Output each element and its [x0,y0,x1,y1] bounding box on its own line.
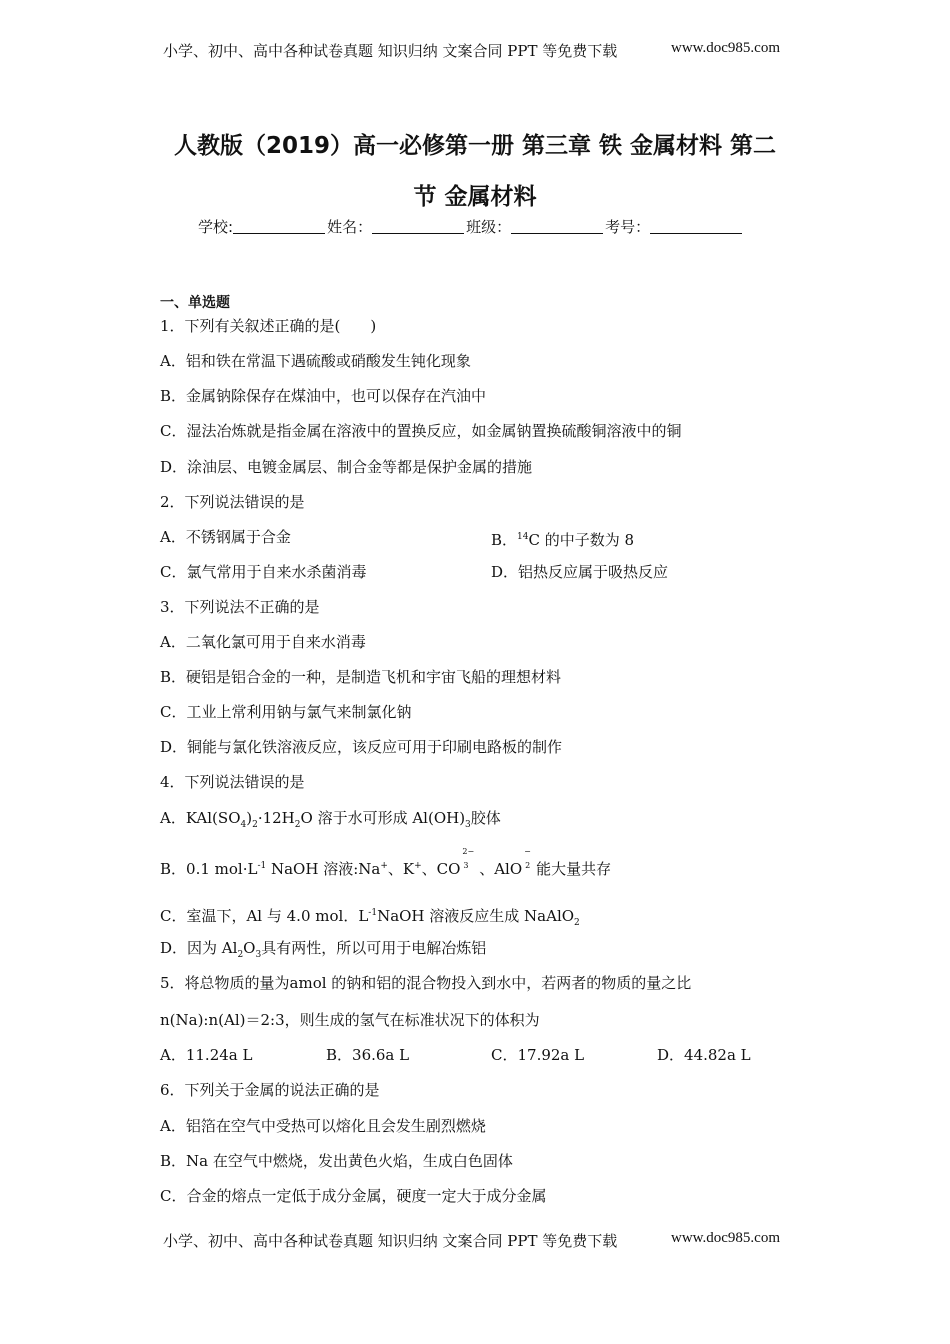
q4-option-c: C．室温下，Al 与 4.0 mol．$L^{-1}NaOH$ 溶液反应生成 NaAlO$_2$ [160,907,580,928]
q6-option-c: C．合金的熔点一定低于成分金属，硬度一定大于成分金属 [160,1187,547,1205]
doc-title-line2: 节 金属材料 [413,184,537,210]
q3-option-b: B．硬铝是铝合金的一种，是制造飞机和宇宙飞船的理想材料 [160,668,562,686]
q6-stem: 6．下列关于金属的说法正确的是 [160,1081,380,1099]
q1-option-c: C．湿法冶炼就是指金属在溶液中的置换反应，如金属钠置换硫酸铜溶液中的铜 [160,422,682,440]
q4-option-a: A．$KAl(SO_4)_2\cdot 12H_2O$ 溶于水可形成 $Al(OH)_3$胶体 [160,809,501,830]
q2-stem: 2．下列说法错误的是 [160,493,305,511]
q4-option-b: B．0.1 $mol\cdot L^{-1}$ NaOH 溶液:Na+、K+、CO 2− 3 、AlO − 2 能大量共存 [160,847,612,878]
header-text: 小学、初中、高中各种试卷真题 知识归纳 文案合同 PPT 等免费下载 [163,42,618,60]
student-info [198,216,744,237]
q1-option-b: B．金属钠除保存在煤油中，也可以保存在汽油中 [160,387,487,405]
q2-option-d: D．铝热反应属于吸热反应 [491,563,669,581]
q5-stem-line1: 5．将总物质的量为amol 的钠和铝的混合物投入到水中，若两者的物质的量之比 [160,974,692,992]
q2-option-c: C．氯气常用于自来水杀菌消毒 [160,563,367,581]
name-blank [372,219,464,234]
q6-option-b: B．Na 在空气中燃烧，发出黄色火焰，生成白色固体 [160,1152,513,1170]
school-blank [233,219,325,234]
footer-text: 小学、初中、高中各种试卷真题 知识归纳 文案合同 PPT 等免费下载 [163,1232,618,1250]
q1-option-a: A．铝和铁在常温下遇硫酸或硝酸发生钝化现象 [160,352,471,370]
footer-url: www.doc985.com [671,1230,781,1246]
carbonate-ion-charge: 2− 3 [462,847,475,870]
school-label: 学校: [198,218,234,236]
q5-option-d: D．44.82a L [657,1046,751,1064]
doc-title-line1: 人教版（2019）高一必修第一册 第三章 铁 金属材料 第二 [173,133,777,159]
q3-option-d: D．铜能与氯化铁溶液反应，该反应可用于印刷电路板的制作 [160,738,563,756]
class-blank [511,219,603,234]
q1-stem: 1．下列有关叙述正确的是( ) [160,317,377,335]
q5-option-b: B．36.6a L [326,1046,410,1064]
exam-no-label: 考号： [605,218,651,236]
aluminate-ion-charge: − 2 [524,847,531,870]
class-label: 班级： [466,218,512,236]
name-label: 姓名： [327,218,373,236]
section-heading: 一、单选题 [160,295,230,311]
q3-option-a: A．二氧化氯可用于自来水消毒 [160,633,366,651]
q2-option-b: B．$^{14}$C 的中子数为 8 [491,531,635,549]
q3-stem: 3．下列说法不正确的是 [160,598,320,616]
q5-option-c: C．17.92a L [491,1046,585,1064]
q2-option-a: A．不锈钢属于合金 [160,528,291,546]
q5-option-a: A．11.24a L [160,1046,253,1064]
exam-no-blank [650,219,742,234]
header-url: www.doc985.com [671,40,781,56]
q4-stem: 4．下列说法错误的是 [160,773,305,791]
q3-option-c: C．工业上常利用钠与氯气来制氯化钠 [160,703,412,721]
q6-option-a: A．铝箔在空气中受热可以熔化且会发生剧烈燃烧 [160,1117,486,1135]
q1-option-d: D．涂油层、电镀金属层、制合金等都是保护金属的措施 [160,458,533,476]
q5-stem-line2: n(Na):n(Al)＝2:3，则生成的氢气在标准状况下的体积为 [160,1011,540,1029]
q4-option-d: D．因为 $Al_2O_3$具有两性，所以可用于电解冶炼铝 [160,939,487,960]
